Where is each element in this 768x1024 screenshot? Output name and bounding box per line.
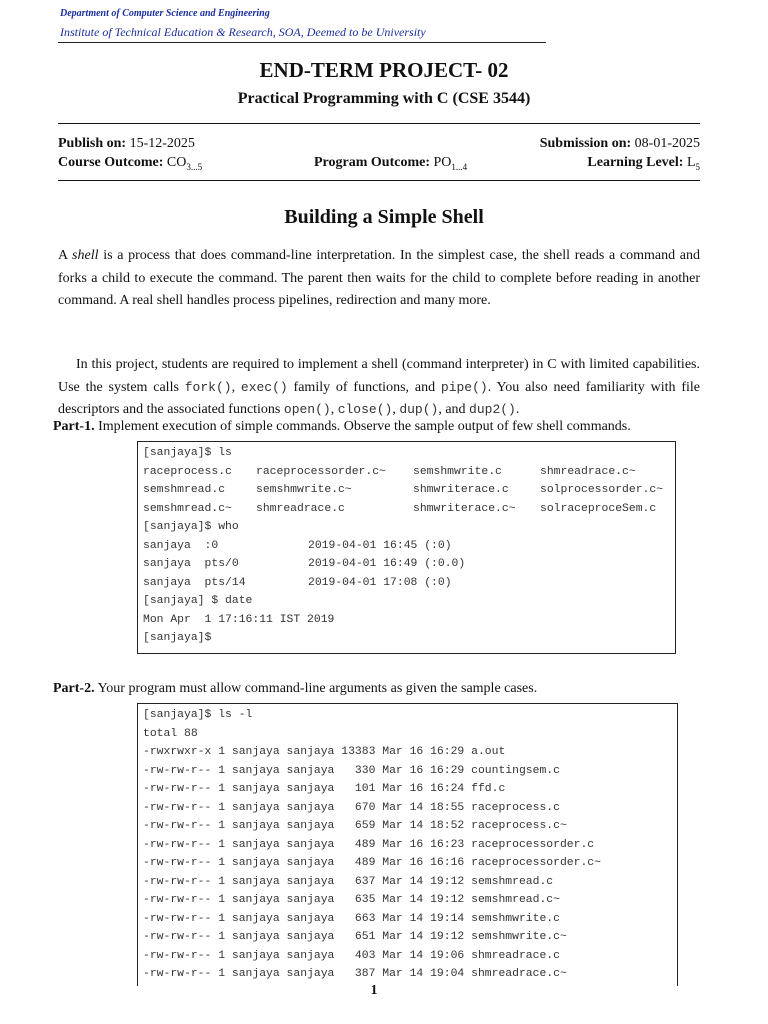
- terminal-cell: sanjaya pts/14: [143, 576, 246, 589]
- learning-level-sub: 5: [695, 161, 700, 172]
- terminal-cell: [sanjaya]$ who: [143, 521, 239, 533]
- part1-terminal-output: [137, 441, 676, 654]
- project-text-1: In this project, students are required to implement a shell (command interpreter) in C with limited capabilities. Use the system calls: [58, 357, 700, 395]
- learning-level-value: L: [686, 155, 696, 170]
- course-outcome-label: Course Outcome:: [58, 155, 164, 170]
- terminal-line: -rw-rw-r-- 1 sanjaya sanjaya 635 Mar 14 19:12 semshmread.c~: [143, 894, 560, 906]
- terminal-line: [sanjaya]$ ls -l: [143, 709, 253, 721]
- terminal-cell: 2019-04-01 16:45 (:0): [308, 539, 452, 552]
- terminal-line: [143, 500, 675, 519]
- course-outcome-value: CO: [166, 155, 187, 170]
- terminal-cell: sanjaya :0: [143, 539, 219, 552]
- terminal-line: -rw-rw-r-- 1 sanjaya sanjaya 489 Mar 16 16:16 raceprocessorder.c~: [143, 857, 601, 869]
- code-open: open(): [283, 402, 331, 417]
- part2-terminal-output: [137, 703, 678, 986]
- page-title: END-TERM PROJECT- 02: [259, 58, 509, 82]
- project-paragraph: [58, 354, 700, 422]
- terminal-line: -rw-rw-r-- 1 sanjaya sanjaya 330 Mar 16 16:29 countingsem.c: [143, 764, 560, 777]
- terminal-line: -rw-rw-r-- 1 sanjaya sanjaya 659 Mar 14 18:52 raceprocess.c~: [143, 820, 567, 832]
- terminal-cell: shmwriterace.c: [413, 484, 509, 496]
- terminal-cell: shmreadrace.c: [256, 502, 345, 515]
- page-subtitle: Practical Programming with C (CSE 3544): [237, 90, 531, 107]
- course-outcome: [58, 155, 202, 172]
- terminal-cell: [sanjaya]$ ls: [143, 447, 232, 459]
- header-divider: [58, 42, 546, 43]
- section-title: Building a Simple Shell: [284, 206, 484, 228]
- project-text-7: , and: [438, 402, 470, 417]
- terminal-line: -rw-rw-r-- 1 sanjaya sanjaya 403 Mar 14 19:06 shmreadrace.c: [143, 949, 560, 962]
- submission-label: Submission on:: [539, 136, 632, 151]
- terminal-line: -rwxrwxr-x 1 sanjaya sanjaya 13383 Mar 16 16:29 a.out: [143, 746, 506, 758]
- code-dup: dup(): [399, 402, 439, 417]
- meta-top-divider: [58, 123, 700, 124]
- department-name: Department of Computer Science and Engineering: [60, 8, 270, 19]
- code-close: close(): [337, 402, 393, 417]
- terminal-line: [143, 555, 675, 574]
- intro-text-rest: is a process that does command-line interpretation. In the simplest case, the shell reads a command and forks a child to execute the command. The parent then waits for the child to complete before reading in another command. A real shell handles process pipelines, redirection and many more.: [58, 248, 701, 308]
- terminal-cell: [sanjaya] $ date: [143, 595, 253, 607]
- intro-text-a: A: [58, 248, 73, 263]
- course-outcome-sub: 3...5: [186, 161, 203, 172]
- part2-heading: [53, 681, 537, 697]
- program-outcome: [314, 155, 467, 172]
- terminal-line: [143, 444, 675, 463]
- terminal-cell: solraceproceSem.c: [540, 502, 657, 515]
- project-text-4: . You also need familiarity with file descriptors and the associated functions: [58, 379, 701, 417]
- part2-label: Part-2.: [53, 681, 95, 696]
- program-outcome-value: PO: [433, 155, 452, 170]
- code-dup2: dup2(): [469, 402, 516, 417]
- part2-text: Your program must allow command-line arguments as given the sample cases.: [97, 681, 538, 696]
- project-text-6: ,: [392, 402, 400, 417]
- intro-paragraph: [58, 245, 700, 313]
- part1-text: Implement execution of simple commands. Observe the sample output of few shell commands.: [98, 419, 631, 434]
- terminal-cell: solprocessorder.c~: [540, 484, 664, 496]
- publish-value: 15-12-2025: [129, 136, 195, 151]
- terminal-line: [143, 629, 675, 648]
- project-text-2: ,: [231, 379, 241, 395]
- learning-level: [500, 155, 700, 172]
- submission-value: 08-01-2025: [634, 136, 700, 151]
- terminal-cell: 2019-04-01 16:49 (:0.0): [308, 558, 466, 570]
- terminal-line: [143, 537, 675, 556]
- submission-date: [400, 136, 700, 152]
- publish-date: [58, 136, 195, 152]
- terminal-line: -rw-rw-r-- 1 sanjaya sanjaya 101 Mar 16 16:24 ffd.c: [143, 783, 506, 795]
- terminal-cell: semshmread.c~: [143, 502, 232, 515]
- part1-label: Part-1.: [53, 419, 95, 434]
- terminal-line: [143, 592, 675, 611]
- terminal-cell: semshmwrite.c~: [256, 484, 352, 496]
- program-outcome-sub: 1...4: [451, 161, 468, 172]
- terminal-line: -rw-rw-r-- 1 sanjaya sanjaya 670 Mar 14 18:55 raceprocess.c: [143, 801, 560, 814]
- code-exec: exec(): [240, 379, 288, 395]
- terminal-line: [143, 481, 675, 500]
- terminal-cell: [sanjaya]$: [143, 632, 212, 644]
- page-number: 1: [370, 983, 378, 998]
- terminal-cell: shmreadrace.c~: [540, 465, 636, 478]
- code-pipe: pipe(): [440, 379, 488, 395]
- terminal-cell: raceprocessorder.c~: [256, 465, 386, 478]
- code-fork: fork(): [184, 379, 232, 395]
- program-outcome-label: Program Outcome:: [314, 155, 430, 170]
- institute-name: Institute of Technical Education & Research, SOA, Deemed to be University: [60, 25, 426, 39]
- terminal-line: [143, 463, 675, 482]
- terminal-line: -rw-rw-r-- 1 sanjaya sanjaya 489 Mar 16 16:23 raceprocessorder.c: [143, 838, 595, 851]
- terminal-cell: semshmread.c: [143, 484, 226, 496]
- project-text-3: family of functions, and: [287, 379, 441, 395]
- publish-label: Publish on:: [58, 136, 127, 151]
- terminal-line: -rw-rw-r-- 1 sanjaya sanjaya 663 Mar 14 19:14 semshmwrite.c: [143, 912, 560, 925]
- intro-shell-term: shell: [72, 248, 99, 263]
- project-text-8: .: [515, 402, 520, 417]
- part1-heading: [53, 419, 631, 435]
- terminal-line: [143, 518, 675, 537]
- meta-bottom-divider: [58, 180, 700, 181]
- project-text-5: ,: [330, 402, 338, 417]
- terminal-line: [143, 611, 675, 630]
- terminal-line: [143, 574, 675, 593]
- terminal-line: total 88: [143, 727, 198, 740]
- terminal-cell: Mon Apr 1 17:16:11 IST 2019: [143, 613, 335, 626]
- learning-level-label: Learning Level:: [587, 155, 684, 170]
- terminal-cell: raceprocess.c: [143, 465, 232, 478]
- terminal-line: -rw-rw-r-- 1 sanjaya sanjaya 651 Mar 14 19:12 semshmwrite.c~: [143, 931, 567, 943]
- terminal-cell: semshmwrite.c: [413, 465, 502, 478]
- terminal-line: -rw-rw-r-- 1 sanjaya sanjaya 387 Mar 14 19:04 shmreadrace.c~: [143, 968, 567, 980]
- terminal-cell: 2019-04-01 17:08 (:0): [308, 576, 452, 589]
- terminal-line: -rw-rw-r-- 1 sanjaya sanjaya 637 Mar 14 19:12 semshmread.c: [143, 875, 554, 888]
- terminal-cell: shmwriterace.c~: [413, 502, 516, 515]
- terminal-cell: sanjaya pts/0: [143, 558, 239, 570]
